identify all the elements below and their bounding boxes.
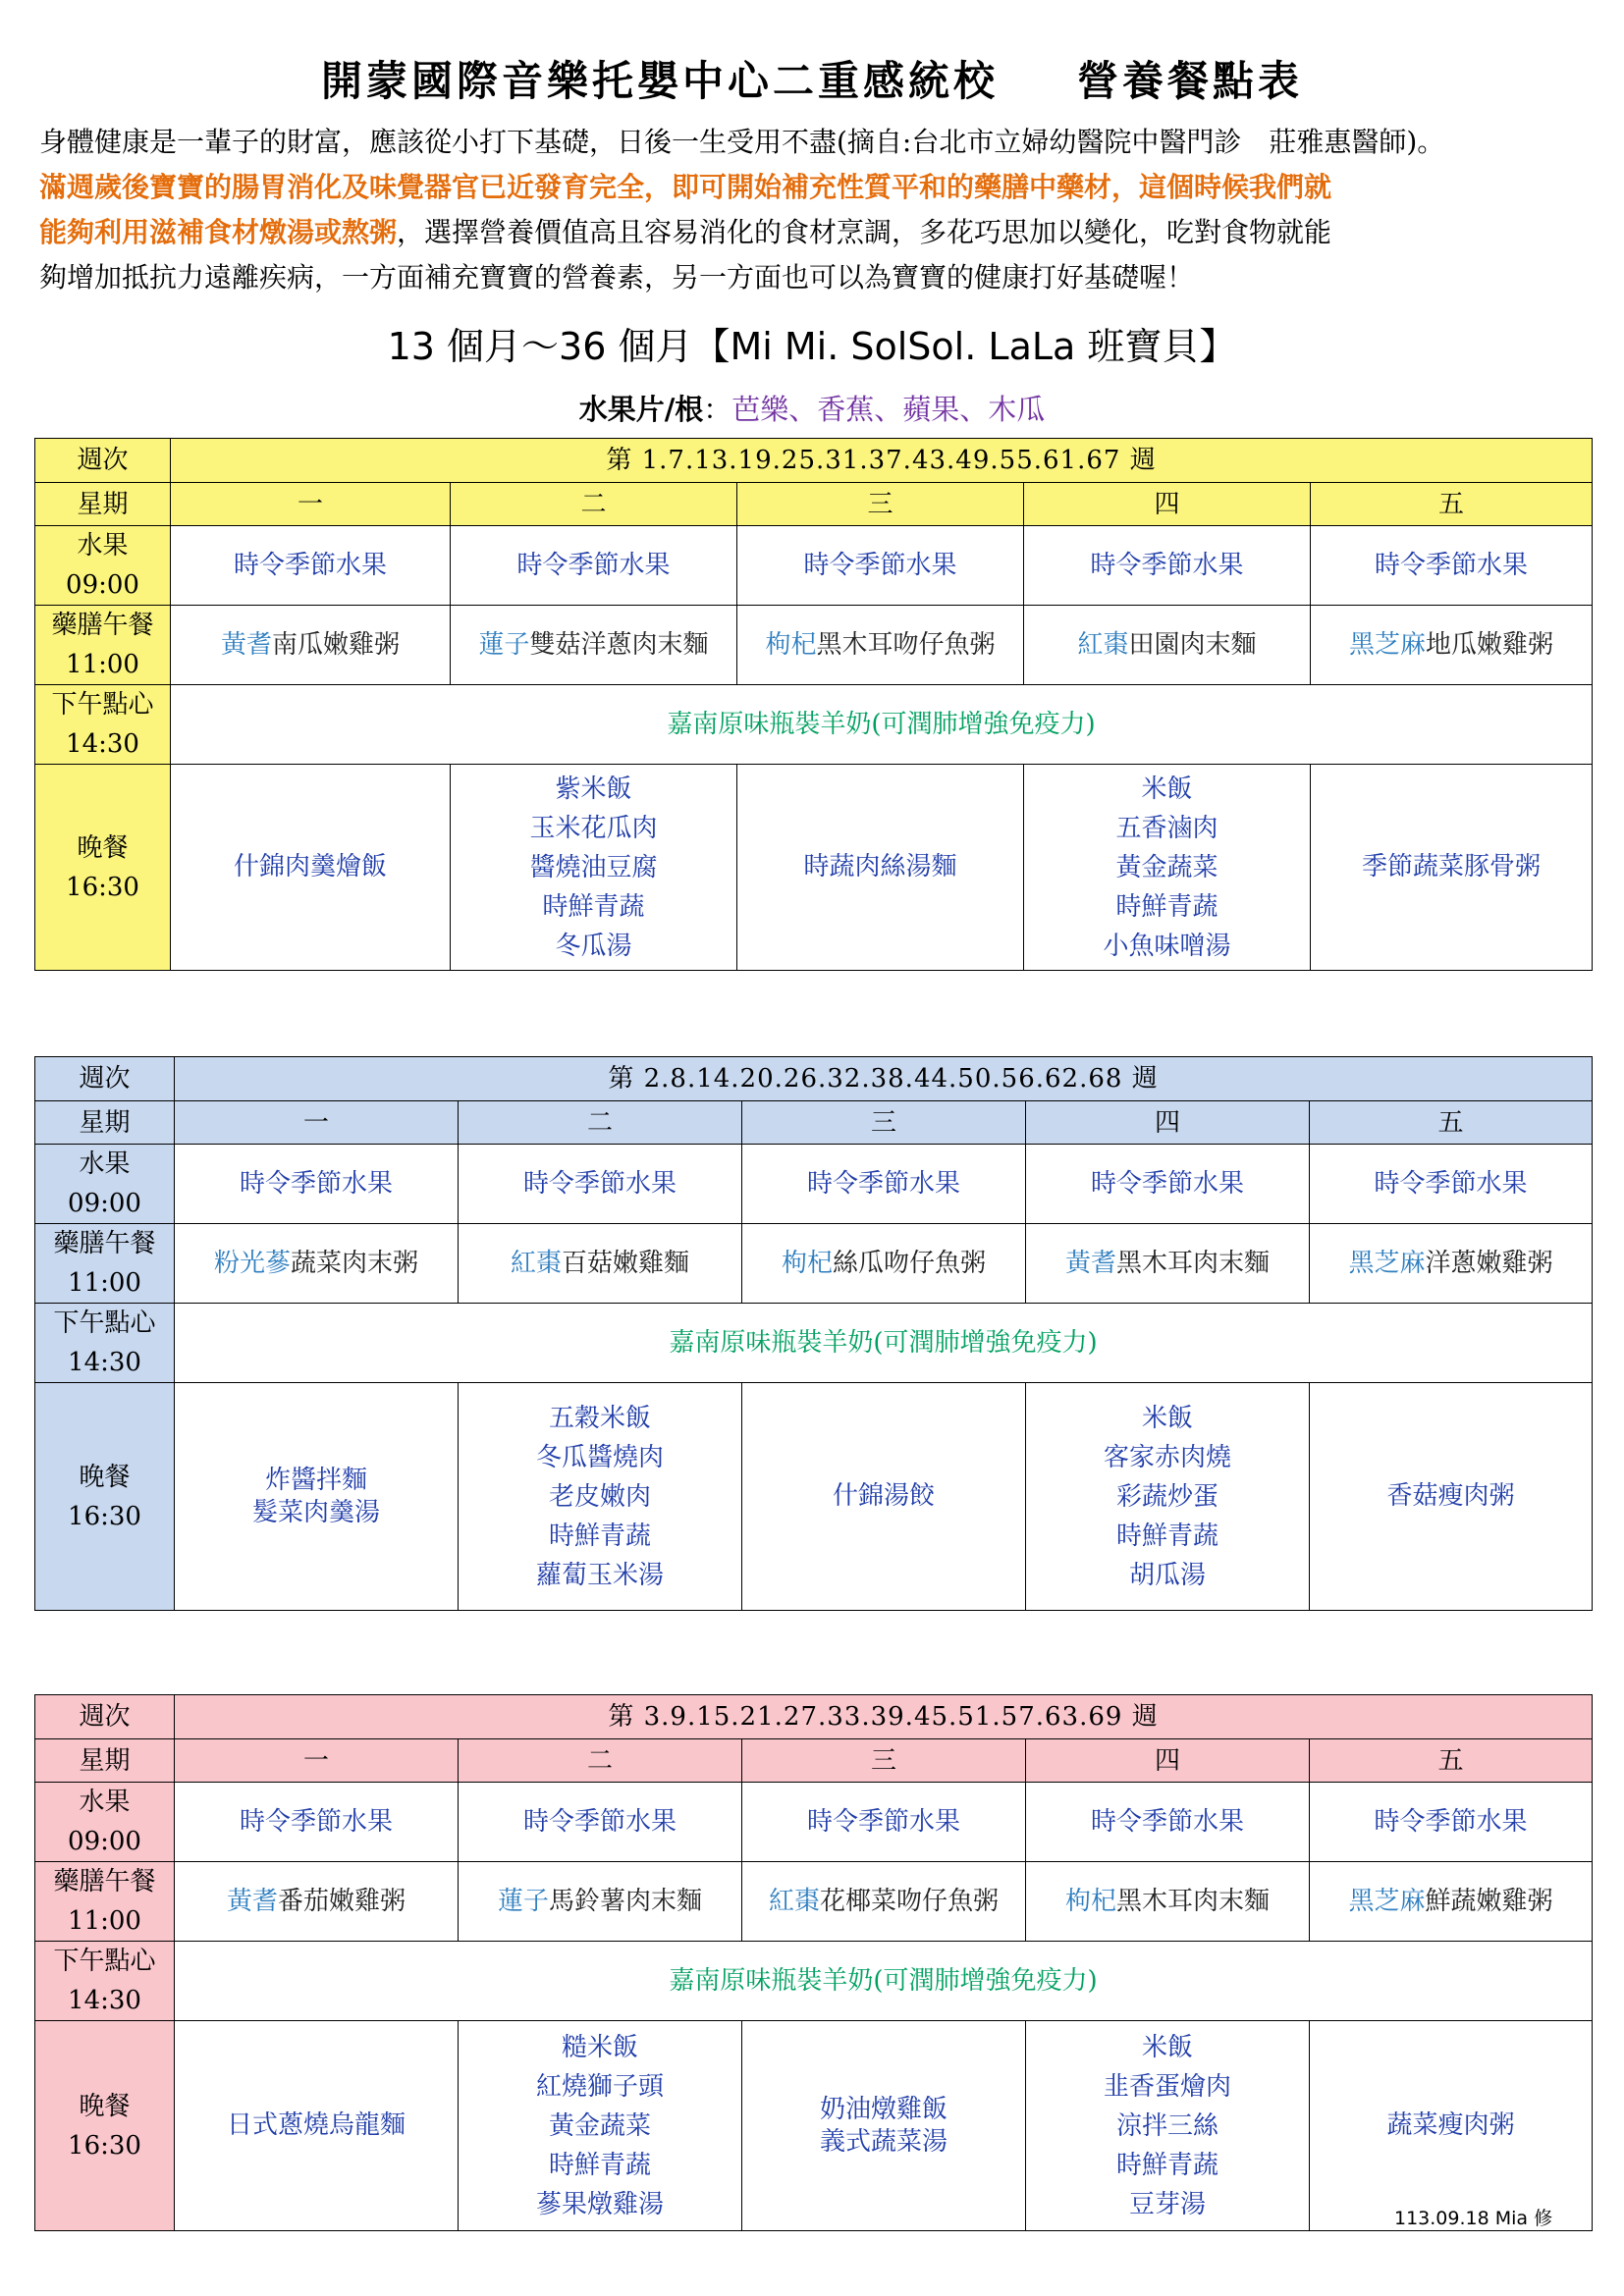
lunch-cell [1310,1862,1593,1942]
day-header: 二 [459,1739,742,1783]
day-header: 五 [1310,1739,1593,1783]
dinner-item: 時鮮青蔬 [1115,891,1218,922]
herb-ingredient: 黑芝麻 [1348,1249,1426,1278]
dinner-item: 小魚味噌湯 [1103,931,1231,961]
intro-line-1: 身體健康是一輩子的財富，應該從小打下基礎，日後一生受用不盡(摘自:台北市立婦幼醫院中醫門診 莊雅惠醫師)。 [39,126,1445,158]
day-header: 二 [459,1101,742,1145]
day-label: 星期 [35,1739,175,1783]
dinner-item: 冬瓜醬燒肉 [535,1442,664,1472]
day-header: 三 [737,483,1024,526]
week-numbers: 第 2.8.14.20.26.32.38.44.50.56.62.68 週 [175,1057,1593,1101]
week-label: 週次 [35,1695,175,1739]
day-header: 四 [1026,1739,1310,1783]
lunch-dish: 地瓜嫩雞粥 [1426,630,1554,660]
dinner-item: 玉米花瓜肉 [529,813,658,843]
lunch-dish: 馬鈴薯肉末麵 [549,1887,703,1916]
herb-ingredient: 枸杞 [1064,1887,1116,1916]
lunch-dish: 鮮蔬嫩雞粥 [1425,1887,1553,1916]
lunch-cell [1024,606,1311,685]
herb-ingredient: 黃耆 [220,630,272,660]
fruit-line: 水果片/根：芭樂、香蕉、蘋果、木瓜 [578,393,1046,426]
herb-ingredient: 黃耆 [1064,1249,1116,1278]
dinner-item: 炸醬拌麵 [264,1465,367,1495]
lunch-dish: 百菇嫩雞麵 [562,1249,690,1278]
fruit-cell: 時令季節水果 [1311,526,1593,606]
lunch-dish: 田園肉末麵 [1128,630,1257,660]
lunch-dish: 番茄嫩雞粥 [278,1887,406,1916]
snack-time-label: 下午點心 14:30 [35,685,171,765]
lunch-cell [175,1224,459,1304]
lunch-cell [1026,1862,1310,1942]
lunch-dish: 花椰菜吻仔魚粥 [820,1887,1000,1916]
dinner-item: 胡瓜湯 [1128,1560,1206,1590]
dinner-item: 時鮮青蔬 [548,1521,651,1551]
week-label: 週次 [35,439,171,483]
dinner-item: 涼拌三絲 [1115,2110,1218,2141]
lunch-cell [451,606,737,685]
day-label: 星期 [35,1101,175,1145]
intro-text [39,120,1591,300]
dinner-item: 醬燒油豆腐 [529,852,658,882]
fruit-label: 水果片/根 [578,393,704,426]
day-header: 一 [175,1101,459,1145]
dinner-item: 蔘果燉雞湯 [535,2189,664,2219]
day-header: 一 [171,483,451,526]
dinner-item: 時鮮青蔬 [542,891,645,922]
day-header: 四 [1026,1101,1310,1145]
fruit-cell: 時令季節水果 [175,1783,459,1862]
dinner-item: 五穀米飯 [548,1403,651,1433]
lunch-dish: 蔬菜肉末粥 [291,1249,419,1278]
lunch-dish: 雙菇洋蔥肉末麵 [529,630,709,660]
dinner-item: 紅燒獅子頭 [535,2071,664,2102]
fruit-cell: 時令季節水果 [737,526,1024,606]
dinner-cell [175,1383,459,1611]
fruit-cell: 時令季節水果 [175,1145,459,1224]
dinner-item: 什錦湯餃 [832,1481,935,1511]
intro-highlight: 能夠利用滋補食材燉湯或熬粥 [39,216,398,248]
revision-note: 113.09.18 Mia 修 [1394,2208,1553,2229]
fruit-cell: 時令季節水果 [171,526,451,606]
herb-ingredient: 黑芝麻 [1349,630,1427,660]
dinner-cell [1311,765,1593,971]
lunch-cell [742,1862,1026,1942]
dinner-item: 蔬菜瘦肉粥 [1386,2110,1515,2140]
dinner-item: 豆芽湯 [1128,2189,1206,2219]
lunch-cell [175,1862,459,1942]
intro-line-3: ，選擇營養價值高且容易消化的食材烹調，多花巧思加以變化，吃對食物就能 [397,216,1332,248]
herb-ingredient: 黑芝麻 [1348,1887,1426,1916]
fruit-cell: 時令季節水果 [742,1783,1026,1862]
dinner-item: 米飯 [1141,774,1193,804]
week-label: 週次 [35,1057,175,1101]
day-header: 四 [1024,483,1311,526]
dinner-time-label: 晚餐 16:30 [35,765,171,971]
dinner-item: 香菇瘦肉粥 [1386,1481,1515,1511]
menu-table-week-group-2 [34,1056,1593,1611]
fruit-values: 芭樂、香蕉、蘋果、木瓜 [731,393,1046,426]
day-header: 五 [1310,1101,1593,1145]
dinner-item: 五香滷肉 [1115,813,1218,843]
fruit-time-label: 水果 09:00 [35,1783,175,1862]
fruit-cell: 時令季節水果 [1310,1783,1593,1862]
dinner-cell [742,1383,1026,1611]
dinner-item: 紫米飯 [555,774,632,804]
fruit-time-label: 水果 09:00 [35,526,171,606]
herb-ingredient: 粉光蔘 [213,1249,291,1278]
lunch-cell [459,1862,742,1942]
lunch-time-label: 藥膳午餐 11:00 [35,1224,175,1304]
age-group-title: 13 個月～36 個月【Mi Mi. SolSol. LaLa 班寶貝】 [387,325,1237,368]
herb-ingredient: 蓮子 [478,630,530,660]
snack-cell: 嘉南原味瓶裝羊奶(可潤肺增強免疫力) [171,685,1593,765]
lunch-dish: 黑木耳肉末麵 [1116,1249,1271,1278]
fruit-cell: 時令季節水果 [459,1145,742,1224]
intro-line-4: 夠增加抵抗力遠離疾病，一方面補充寶寶的營養素，另一方面也可以為寶寶的健康打好基礎喔！ [39,261,1195,294]
herb-ingredient: 枸杞 [781,1249,833,1278]
dinner-item: 時鮮青蔬 [1115,1521,1218,1551]
dinner-cell [742,2021,1026,2231]
dinner-item: 米飯 [1141,1403,1193,1433]
dinner-cell [459,1383,742,1611]
dinner-item: 髮菜肉羹湯 [251,1497,380,1527]
snack-time-label: 下午點心 14:30 [35,1304,175,1383]
lunch-dish: 南瓜嫩雞粥 [272,630,401,660]
lunch-cell [1310,1224,1593,1304]
dinner-cell [1024,765,1311,971]
herb-ingredient: 黃耆 [226,1887,278,1916]
dinner-cell [175,2021,459,2231]
dinner-time-label: 晚餐 16:30 [35,1383,175,1611]
herb-ingredient: 蓮子 [497,1887,549,1916]
dinner-item: 時蔬肉絲湯麵 [803,852,957,881]
day-header: 一 [175,1739,459,1783]
dinner-cell [171,765,451,971]
dinner-item: 糙米飯 [561,2032,638,2062]
dinner-item: 時鮮青蔬 [548,2150,651,2180]
day-label: 星期 [35,483,171,526]
fruit-cell: 時令季節水果 [1026,1783,1310,1862]
lunch-time-label: 藥膳午餐 11:00 [35,606,171,685]
intro-line-2: 滿週歲後寶寶的腸胃消化及味覺器官已近發育完全，即可開始補充性質平和的藥膳中藥材，這個時候我們就 [39,171,1332,203]
day-header: 二 [451,483,737,526]
dinner-cell [1026,1383,1310,1611]
dinner-time-label: 晚餐 16:30 [35,2021,175,2231]
dinner-item: 蘿蔔玉米湯 [535,1560,664,1590]
menu-table-week-group-1 [34,438,1593,971]
dinner-cell [737,765,1024,971]
lunch-dish: 絲瓜吻仔魚粥 [833,1249,987,1278]
day-header: 五 [1311,483,1593,526]
fruit-cell: 時令季節水果 [1310,1145,1593,1224]
dinner-cell [1310,1383,1593,1611]
herb-ingredient: 紅棗 [510,1249,562,1278]
snack-time-label: 下午點心 14:30 [35,1942,175,2021]
day-header: 三 [742,1739,1026,1783]
dinner-cell [451,765,737,971]
dinner-item: 時鮮青蔬 [1115,2150,1218,2180]
dinner-cell [459,2021,742,2231]
snack-cell: 嘉南原味瓶裝羊奶(可潤肺增強免疫力) [175,1942,1593,2021]
herb-ingredient: 紅棗 [768,1887,820,1916]
dinner-item: 彩蔬炒蛋 [1115,1481,1218,1512]
herb-ingredient: 紅棗 [1077,630,1129,660]
dinner-item: 什錦肉羹燴飯 [233,852,387,881]
lunch-cell [171,606,451,685]
week-numbers: 第 1.7.13.19.25.31.37.43.49.55.61.67 週 [171,439,1593,483]
dinner-item: 日式蔥燒烏龍麵 [226,2110,406,2140]
dinner-item: 奶油燉雞飯 [819,2094,947,2124]
fruit-cell: 時令季節水果 [459,1783,742,1862]
lunch-time-label: 藥膳午餐 11:00 [35,1862,175,1942]
fruit-cell: 時令季節水果 [1024,526,1311,606]
dinner-item: 老皮嫩肉 [548,1481,651,1512]
day-header: 三 [742,1101,1026,1145]
fruit-cell: 時令季節水果 [451,526,737,606]
dinner-item: 黃金蔬菜 [1115,852,1218,882]
fruit-time-label: 水果 09:00 [35,1145,175,1224]
lunch-cell [737,606,1024,685]
dinner-item: 季節蔬菜豚骨粥 [1362,852,1542,881]
dinner-item: 黃金蔬菜 [548,2110,651,2141]
dinner-item: 冬瓜湯 [555,931,632,961]
lunch-cell [1311,606,1593,685]
dinner-cell [1026,2021,1310,2231]
fruit-cell: 時令季節水果 [742,1145,1026,1224]
lunch-dish: 洋蔥嫩雞粥 [1425,1249,1553,1278]
lunch-dish: 黑木耳肉末麵 [1116,1887,1271,1916]
lunch-cell [459,1224,742,1304]
week-numbers: 第 3.9.15.21.27.33.39.45.51.57.63.69 週 [175,1695,1593,1739]
snack-cell: 嘉南原味瓶裝羊奶(可潤肺增強免疫力) [175,1304,1593,1383]
dinner-item: 米飯 [1141,2032,1193,2062]
herb-ingredient: 枸杞 [765,630,817,660]
lunch-cell [1026,1224,1310,1304]
dinner-item: 韭香蛋燴肉 [1103,2071,1231,2102]
page-title: 開蒙國際音樂托嬰中心二重感統校 營養餐點表 [320,57,1304,105]
dinner-cell [1310,2021,1593,2231]
lunch-cell [742,1224,1026,1304]
lunch-dish: 黑木耳吻仔魚粥 [816,630,996,660]
fruit-cell: 時令季節水果 [1026,1145,1310,1224]
dinner-item: 義式蔬菜湯 [819,2126,947,2157]
menu-table-week-group-3 [34,1694,1593,2231]
dinner-item: 客家赤肉燒 [1103,1442,1231,1472]
